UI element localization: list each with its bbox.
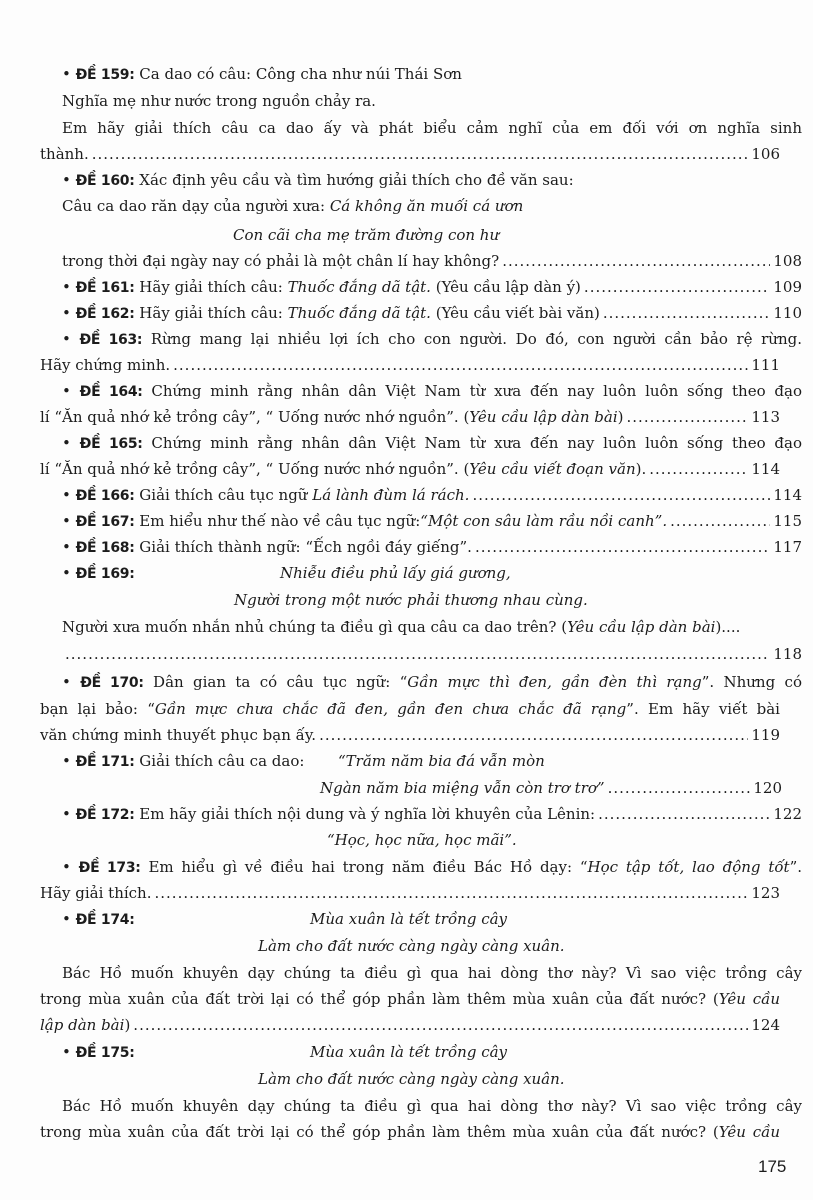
entry-174-verse2: Làm cho đất nước càng ngày càng xuân. <box>258 937 565 955</box>
entry-162[interactable]: • ĐỀ 162: Hãy giải thích câu: Thuốc đắng dã tật. (Yêu cầu viết bài văn) ..... 110 <box>40 302 802 324</box>
entry-171-verse1: “Trăm năm bia đá vẫn mòn <box>338 752 545 770</box>
entry-159-line4[interactable]: thành. ..... 106 <box>40 143 780 165</box>
entry-168[interactable]: • ĐỀ 168: Giải thích thành ngữ: “Ếch ngồi đáy giếng”. ..... 117 <box>40 536 802 558</box>
entry-175-verse2: Làm cho đất nước càng ngày càng xuân. <box>258 1070 565 1088</box>
entry-175-verse1: Mùa xuân là tết trồng cây <box>310 1043 508 1061</box>
entry-169-verse1: Nhiễu điều phủ lấy giá gương, <box>280 564 511 582</box>
entry-160-verse: Con cãi cha mẹ trăm đường con hư <box>233 226 500 244</box>
entry-171-line1: • ĐỀ 171: Giải thích câu ca dao: <box>62 752 305 770</box>
entry-172[interactable]: • ĐỀ 172: Em hãy giải thích nội dung và ý nghĩa lời khuyên của Lênin: ..... 122 <box>40 803 802 825</box>
entry-159-line3: Em hãy giải thích câu ca dao ấy và phát biểu cảm nghĩ của em đối với ơn nghĩa sinh <box>62 119 802 137</box>
entry-174-line3: Bác Hồ muốn khuyên dạy chúng ta điều gì qua hai dòng thơ này? Vì sao việc trồng cây <box>62 964 802 982</box>
entry-167[interactable]: • ĐỀ 167: Em hiểu như thế nào về câu tục ngữ:“Một con sâu làm rầu nồi canh”. ..... 115 <box>40 510 802 532</box>
entry-174-label: • ĐỀ 174: <box>62 910 135 928</box>
entry-170-line1: • ĐỀ 170: Dân gian ta có câu tục ngữ: “Gần mực thì đen, gần đèn thì rạng”. Nhưng có <box>62 673 802 691</box>
entry-175-line3: Bác Hồ muốn khuyên dạy chúng ta điều gì qua hai dòng thơ này? Vì sao việc trồng cây <box>62 1097 802 1115</box>
entry-169-line3: Người xưa muốn nhắn nhủ chúng ta điều gì qua câu ca dao trên? (Yêu cầu lập dàn bài).... <box>62 618 741 636</box>
entry-175-label: • ĐỀ 175: <box>62 1043 135 1061</box>
entry-159-line2: Nghĩa mẹ như nước trong nguồn chảy ra. <box>62 92 376 110</box>
entry-164-line2[interactable]: lí “Ăn quả nhớ kẻ trồng cây”, “ Uống nước nhớ nguồn”. (Yêu cầu lập dàn bài) ..... 113 <box>40 406 780 428</box>
entry-170-line3[interactable]: văn chứng minh thuyết phục bạn ấy. ..... 119 <box>40 724 780 746</box>
entry-165-line2[interactable]: lí “Ăn quả nhớ kẻ trồng cây”, “ Uống nước nhớ nguồn”. (Yêu cầu viết đoạn văn). ..... 114 <box>40 458 780 480</box>
entry-169-page[interactable]: ..... 118 <box>40 643 802 665</box>
entry-174-verse1: Mùa xuân là tết trồng cây <box>310 910 508 928</box>
entry-173-line2[interactable]: Hãy giải thích. ..... 123 <box>40 882 780 904</box>
entry-166[interactable]: • ĐỀ 166: Giải thích câu tục ngữ Lá lành đùm lá rách. ..... 114 <box>40 484 802 506</box>
entry-175-line4: trong mùa xuân của đất trời lại có thể góp phần làm thêm mùa xuân của đất nước? (Yêu cầu <box>40 1123 780 1141</box>
entry-160-line1: • ĐỀ 160: Xác định yêu cầu và tìm hướng giải thích cho đề văn sau: <box>62 171 574 189</box>
page-number: 175 <box>758 1157 787 1176</box>
entry-165-line1: • ĐỀ 165: Chứng minh rằng nhân dân Việt Nam từ xưa đến nay luôn luôn sống theo đạo <box>62 434 802 452</box>
entry-173-line1: • ĐỀ 173: Em hiểu gì về điều hai trong năm điều Bác Hồ dạy: “Học tập tốt, lao động tốt”. <box>62 858 802 876</box>
entry-160-line4[interactable]: trong thời đại ngày nay có phải là một chân lí hay không? ..... 108 <box>40 250 802 272</box>
page-ref: 106 <box>751 145 780 163</box>
entry-169-verse2: Người trong một nước phải thương nhau cùng. <box>234 591 588 609</box>
entry-174-line4: trong mùa xuân của đất trời lại có thể góp phần làm thêm mùa xuân của đất nước? (Yêu cầu <box>40 990 780 1008</box>
entry-171-verse2[interactable]: Ngàn năm bia miệng vẫn còn trơ trơ” ..... 120 <box>320 777 782 799</box>
entry-164-line1: • ĐỀ 164: Chứng minh rằng nhân dân Việt Nam từ xưa đến nay luôn luôn sống theo đạo <box>62 382 802 400</box>
entry-170-line2: bạn lại bảo: “Gần mực chưa chắc đã đen, gần đen chưa chắc đã rạng”. Em hãy viết bài <box>40 700 780 718</box>
entry-163-line1: • ĐỀ 163: Rừng mang lại nhiều lợi ích cho con người. Do đó, con người cần bảo rệ rừng. <box>62 330 802 348</box>
entry-161[interactable]: • ĐỀ 161: Hãy giải thích câu: Thuốc đắng dã tật. (Yêu cầu lập dàn ý) ..... 109 <box>40 276 802 298</box>
entry-163-line2[interactable]: Hãy chứng minh. ..... 111 <box>40 354 780 376</box>
entry-169-label: • ĐỀ 169: <box>62 564 135 582</box>
entry-172-verse: “Học, học nữa, học mãi”. <box>327 831 517 849</box>
entry-160-line2: Câu ca dao răn dạy của người xưa: Cá không ăn muối cá ươn <box>62 197 524 215</box>
entry-159-line1: • ĐỀ 159: Ca dao có câu: Công cha như núi Thái Sơn <box>62 65 462 83</box>
entry-174-line5[interactable]: lập dàn bài) ..... 124 <box>40 1014 780 1036</box>
